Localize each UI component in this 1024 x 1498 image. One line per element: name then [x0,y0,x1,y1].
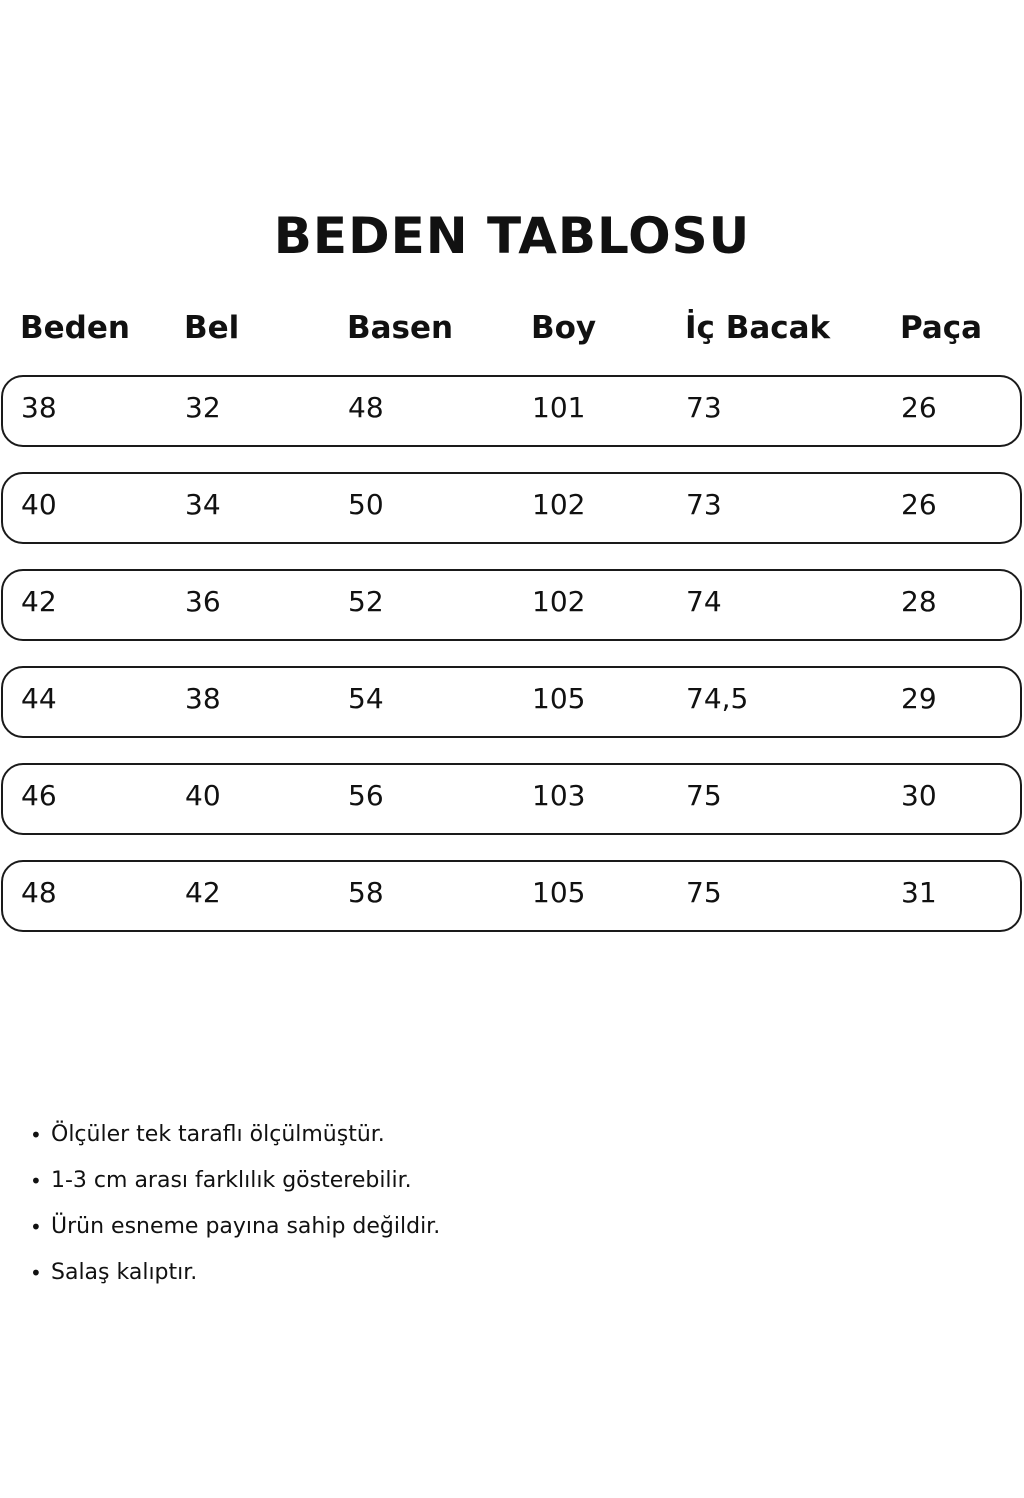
size-table-rows [0,375,1024,957]
cell-beden: 40 [21,488,57,521]
cell-boy: 102 [532,488,586,521]
cell-beden: 46 [21,779,57,812]
cell-basen: 56 [348,779,384,812]
list-item [30,1112,440,1158]
cell-ic-bacak: 73 [686,488,722,521]
cell-paca: 28 [901,585,937,618]
table-row [1,472,1022,544]
table-row [1,666,1022,738]
cell-beden: 44 [21,682,57,715]
cell-ic-bacak: 73 [686,391,722,424]
cell-ic-bacak: 74,5 [686,682,749,715]
header-boy: Boy [531,310,597,346]
table-row [1,763,1022,835]
cell-basen: 50 [348,488,384,521]
cell-bel: 36 [185,585,221,618]
cell-boy: 103 [532,779,586,812]
cell-boy: 105 [532,876,586,909]
cell-bel: 40 [185,779,221,812]
cell-bel: 38 [185,682,221,715]
header-beden: Beden [20,310,130,346]
cell-basen: 48 [348,391,384,424]
table-row [1,569,1022,641]
cell-paca: 26 [901,488,937,521]
header-paca: Paça [900,310,983,346]
cell-ic-bacak: 75 [686,779,722,812]
notes-list [30,1112,440,1296]
list-item [30,1204,440,1250]
bullet-icon: • [30,1261,42,1285]
note-text: Ölçüler tek taraflı ölçülmüştür. [51,1122,385,1147]
cell-ic-bacak: 75 [686,876,722,909]
cell-bel: 34 [185,488,221,521]
bullet-icon: • [30,1215,42,1239]
table-row [1,860,1022,932]
table-header [0,306,1024,350]
header-basen: Basen [347,310,454,346]
cell-bel: 42 [185,876,221,909]
cell-ic-bacak: 74 [686,585,722,618]
cell-beden: 38 [21,391,57,424]
cell-basen: 58 [348,876,384,909]
list-item [30,1158,440,1204]
header-bel: Bel [184,310,240,346]
list-item [30,1250,440,1296]
cell-boy: 101 [532,391,586,424]
table-row [1,375,1022,447]
cell-beden: 48 [21,876,57,909]
cell-paca: 30 [901,779,937,812]
cell-paca: 26 [901,391,937,424]
cell-boy: 105 [532,682,586,715]
header-ic-bacak: İç Bacak [685,310,831,346]
bullet-icon: • [30,1123,42,1147]
bullet-icon: • [30,1169,42,1193]
note-text: Ürün esneme payına sahip değildir. [51,1214,441,1239]
cell-basen: 54 [348,682,384,715]
cell-paca: 31 [901,876,937,909]
page-title: BEDEN TABLOSU [273,207,751,265]
cell-boy: 102 [532,585,586,618]
note-text: 1-3 cm arası farklılık gösterebilir. [51,1168,412,1193]
cell-bel: 32 [185,391,221,424]
cell-basen: 52 [348,585,384,618]
note-text: Salaş kalıptır. [51,1260,198,1285]
cell-beden: 42 [21,585,57,618]
cell-paca: 29 [901,682,937,715]
